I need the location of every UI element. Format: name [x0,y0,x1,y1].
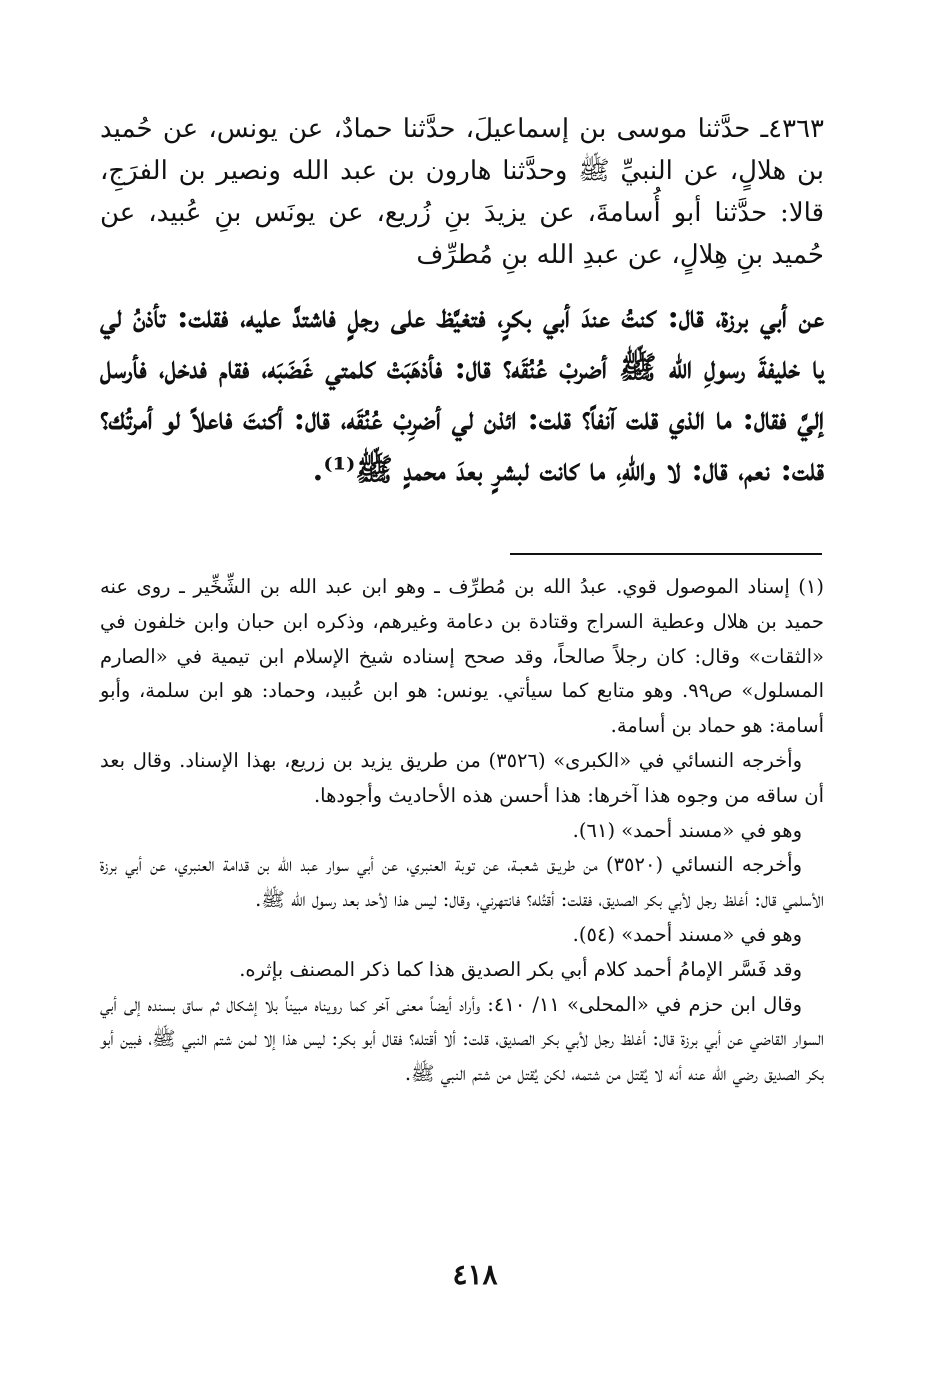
hadith-isnad: ٤٣٦٣ـ حدَّثنا موسى بن إسماعيلَ، حدَّثنا حمادٌ، عن يونس، عن حُميد بن هلالٍ، عن النبيِّ ﷺ وحدَّثنا هارون بن عبد الله ونصير بن الفرَجِ، قالا: حدَّثنا أبو أُسامةَ، عن يزيدَ بنِ زُريع، عن يونَس بنِ عُبيد، عن حُميد بنِ هِلالٍ، عن عبدِ الله بنِ مُطرِّف [100,114,824,270]
footnote-paragraph: (١) إسناد الموصول قوي. عبدُ الله بن مُطرِّف ـ وهو ابن عبد الله بن الشِّخِّير ـ روى عنه حميد بن هلال وعطية السراج وقتادة بن دعامة وغيرهم، وذكره ابن حبان وابن خلفون في «الثقات» وقال: كان رجلاً صالحاً، وقد صحح إسناده شيخ الإسلام ابن تيمية في «الصارم المسلول» ص٩٩. وهو متابع كما سيأتي. يونس: هو ابن عُبيد، وحماد: هو ابن سلمة، وأبو أسامة: هو حماد بن أسامة. [100,575,824,738]
main-text [100,108,824,496]
footnote-separator [510,553,822,555]
footnote-paragraph: وأخرجه النسائي في «الكبرى» (٣٥٢٦) من طريق يزيد بن زريع، بهذا الإسناد. وقال بعد أن ساقه من وجوه هذا آخرها: هذا أحسن هذه الأحاديث وأجودها. [100,748,824,807]
footnotes [100,570,824,1092]
footnote-paragraph: وأخرجه النسائي (٣٥٢٠) من طريـق شعبـة، عن توبة العنبري، عن أبي سوار عبد الله بن قدامة العنبري، عن أبي برزة الأسلمي قال: أغلظ رجل لأبي بكر الصديق، فقلت: أقتُله؟ فانتهرني، وقال: ليس هذا لأحد بعد رسول الله ﷺ. [100,853,824,912]
footnote-paragraph: وقال ابن حزم في «المحلى» ١١/ ٤١٠: وأراد أيضاً معنى آخر كما رويناه مبيناً بلا إشكال ثم ساق بسنده إلى أبي السوار القاضي عن أبي برزة قال: أغلظ رجل لأبي بكر الصديق، قلت: ألا أقتله؟ فقال أبو بكر: ليس هذا إلا لمن شتم النبي ﷺ، فبين أبو بكر الصديق رضي الله عنه أنه لا يُقتل من شتمه، لكن يُقتل من شتم النبي ﷺ. [100,992,824,1086]
hadith-matn: عن أبي برزة، قال: كنتُ عندَ أبي بكرٍ، فتغيَّظ على رجلٍ فاشتدَّ عليه، فقلت: تأذنُ لي يا خليفةَ رسولِ الله ﷺ أضربْ عُنُقَه؟ قال: فأذهَبَتْ كلمتي غَضَبَه، فقام فدخل، فأرسل إليَّ فقال: ما الذي قلت آنفاً؟ قلت: ائذن لي أضرِبْ عُنُقَه، قال: أكنتَ فاعلاً لو أمرتُك؟ قلت: نعم، قال: لا واللهِ، ما كانت لبشرٍ بعدَ محمدٍ ﷺ⁽¹⁾. [100,299,824,488]
footnote-paragraph: وقد فَسَّر الإمامُ أحمد كلام أبي بكر الصديق هذا كما ذكر المصنف بإثره. [239,957,802,981]
footnote-paragraph: وهو في «مسند أحمد» (٦١). [572,818,802,842]
footnote-paragraph: وهو في «مسند أحمد» (٥٤). [572,922,802,946]
page-number: ٤١٨ [452,1258,498,1291]
